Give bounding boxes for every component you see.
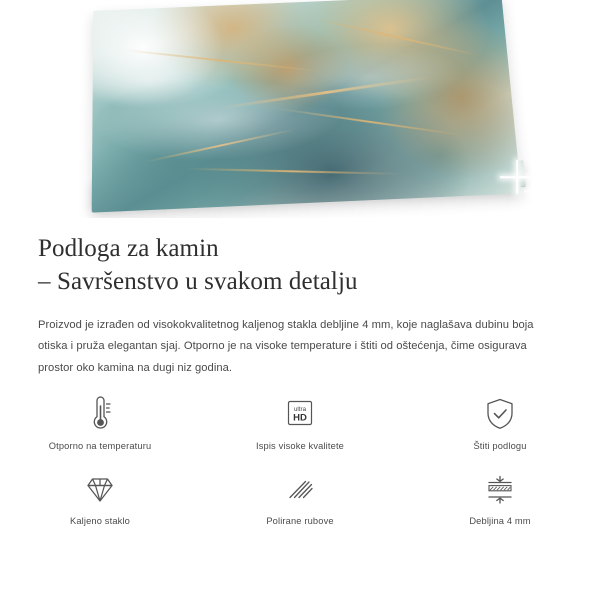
feature-label: Kaljeno staklo: [70, 516, 130, 526]
marble-smoke-overlay: [92, 0, 522, 213]
text-block: [0, 218, 600, 380]
thickness-icon: [478, 467, 522, 511]
headline-line-1: Podloga za kamin: [38, 235, 219, 262]
feature-label: Štiti podlogu: [473, 441, 527, 451]
feature-item-thickness: [400, 467, 600, 542]
description-paragraph: Proizvod je izrađen od visokokvalitetnog kaljenog stakla debljine 4 mm, koje naglašava dubinu boja otiska i pruža elegantan sjaj. Otporno je na visoke temperature i štiti od oštećenja, čime osigurava prostor oko kamina na dugi niz godina.: [38, 318, 534, 375]
feature-item-print-quality: [200, 392, 400, 467]
page-title: [0, 218, 600, 299]
marble-panel: [92, 0, 522, 213]
feature-item-protects-surface: [400, 392, 600, 467]
feature-label: Otporno na temperaturu: [48, 441, 152, 451]
feature-label: Ispis visoke kvalitete: [255, 441, 345, 451]
ultra-hd-icon: [278, 392, 322, 436]
feature-label: Debljina 4 mm: [469, 516, 531, 526]
sparkle-icon: [524, 182, 542, 200]
svg-text:HD: HD: [293, 412, 307, 424]
diamond-icon: [78, 467, 122, 511]
hero-image-inner: [0, 0, 600, 218]
feature-grid: [0, 392, 600, 542]
feature-label: Polirane rubove: [266, 516, 334, 526]
thermometer-icon: [80, 392, 120, 436]
feature-item-tempered-glass: [0, 467, 200, 542]
shield-check-icon: [479, 392, 521, 436]
feature-item-polished-edges: [200, 467, 400, 542]
feature-item-temperature: [0, 392, 200, 467]
headline-line-2: – Savršenstvo u svakom detalju: [38, 268, 358, 296]
svg-text:ultra: ultra: [293, 406, 307, 414]
hero-image: [0, 0, 600, 218]
polished-edges-icon: [278, 467, 322, 511]
